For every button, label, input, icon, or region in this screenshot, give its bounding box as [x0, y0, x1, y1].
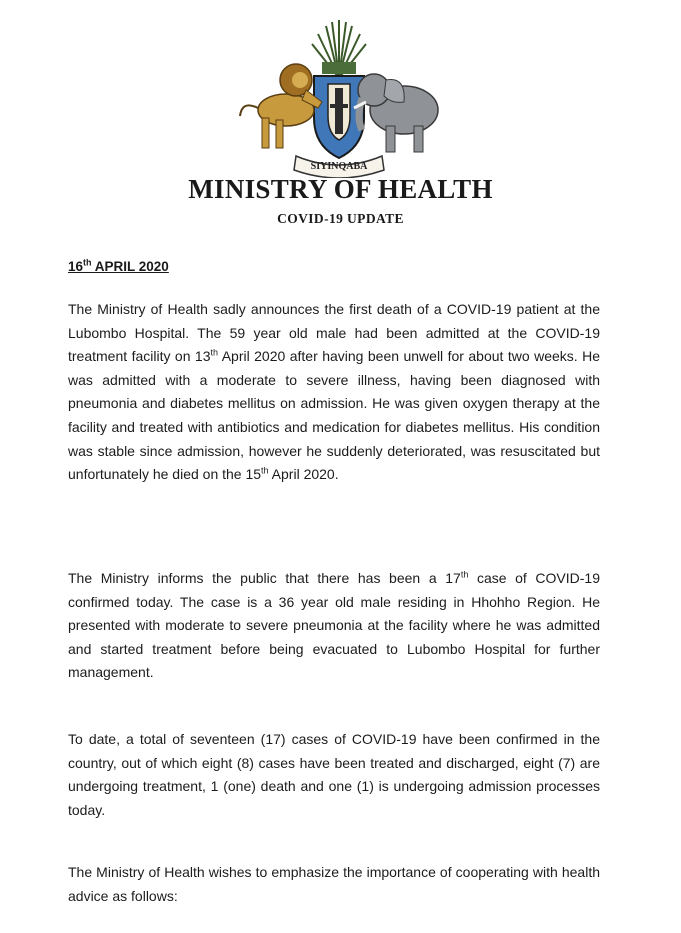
elephant-illustration [354, 74, 438, 152]
coat-of-arms-emblem [214, 18, 464, 178]
p2-text-a: The Ministry informs the public that there has been a 17 [68, 570, 461, 586]
date-day: 16 [68, 259, 84, 274]
paragraph-health-advice: The Ministry of Health wishes to emphasize the importance of cooperating with health advice as follows: [68, 864, 600, 904]
motto-text: SIYINQABA [310, 161, 368, 172]
p1-text-c: April 2020. [268, 466, 339, 483]
document-date [68, 259, 169, 274]
p1-text-a: The Ministry of Health sadly announces the first death of a COVID-19 patient at the Lubombo Hospital. The 59 year old male had been admitted at the COVID-19 treatment facility on 13 [68, 301, 600, 365]
helmet-band [322, 62, 356, 74]
p1-sup-1: th [210, 347, 219, 358]
p1-text-b: April 2020 after having been unwell for about two weeks. He was admitted with a moderate to severe illness, having been diagnosed with pneumonia and diabetes mellitus on admission. He was given oxygen therapy at the facility and treated with antibiotics and medication for diabetes mellitus. His condition was stable since admission, however he suddenly deteriorated, was resuscitated but unfortunately he died on the 15 [68, 348, 600, 483]
date-month-year: APRIL 2020 [91, 259, 169, 274]
paragraph-17th-case [68, 567, 600, 685]
p2-text-b: case of COVID-19 confirmed today. The case is a 36 year old male residing in Hhohho Region. He presented with moderate to severe pneumonia at the facility where he was admitted and started treatment before being evacuated to Lubombo Hospital for further management. [68, 570, 601, 681]
p2-sup-1: th [460, 569, 469, 580]
paragraph-first-death [68, 298, 600, 487]
date-day-suffix: th [83, 257, 92, 268]
p1-sup-2: th [261, 465, 269, 476]
ministry-title: MINISTRY OF HEALTH [188, 174, 493, 204]
paragraph-case-totals: To date, a total of seventeen (17) cases of COVID-19 have been confirmed in the country, out of which eight (8) cases have been treated and discharged, eight (7) are undergoing treatment, 1 (one) death and one (1) is undergoing admission processes today. [68, 731, 600, 818]
update-subtitle: COVID-19 UPDATE [277, 211, 404, 226]
lion-illustration [240, 64, 322, 148]
